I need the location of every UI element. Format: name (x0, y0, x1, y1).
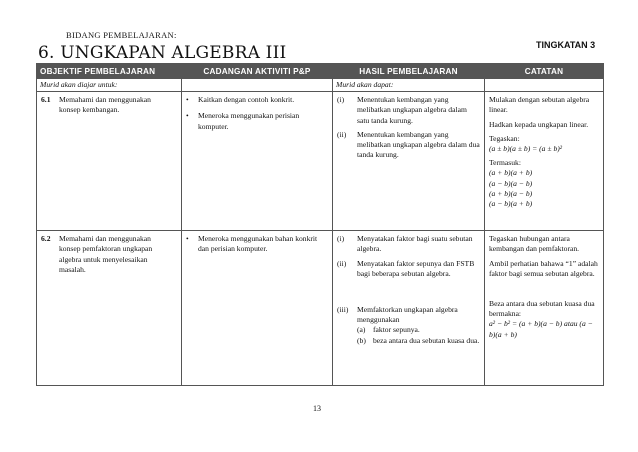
aktiviti-cell (182, 92, 333, 231)
note-text: Tegaskan: (489, 133, 520, 143)
list-item: (b) beza antara dua sebutan kuasa dua. (357, 335, 480, 345)
list-item: • Kaitkan dengan contoh konkrit. (186, 95, 295, 105)
note-text: Hadkan kepada ungkapan linear. (489, 119, 589, 129)
list-item: (i) Menyatakan faktor bagi suatu sebutan algebra. (337, 234, 473, 254)
list-item: • Meneroka menggunakan perisian komputer. (186, 111, 300, 131)
intro-objektif: Murid akan diajar untuk: (37, 79, 182, 92)
form-level-label: TINGKATAN 3 (536, 40, 596, 50)
list-item: (a) faktor sepunya. (357, 325, 420, 335)
formula: (a ± b)(a ± b) = (a ± b)² (489, 144, 563, 154)
bullet-icon: • (186, 234, 189, 244)
objective-number: 6.1 (41, 95, 51, 105)
formula: (a + b)(a − b) (489, 188, 533, 198)
list-item: (ii) Menyatakan faktor sepunya dan FSTB bagi beberapa sebutan algebra. (337, 258, 475, 278)
intro-row (37, 79, 604, 92)
column-header-catatan: CATATAN (485, 64, 604, 79)
note-text: Tegaskan hubungan antara kembangan dan pemfaktoran. (489, 234, 580, 254)
catatan-cell (485, 92, 604, 231)
syllabus-table (36, 63, 604, 386)
bullet-icon: • (186, 111, 189, 121)
objective-number: 6.2 (41, 234, 51, 244)
list-item: • Meneroka menggunakan bahan konkrit dan perisian komputer. (186, 234, 318, 254)
objective-text: Memahami dan menggunakan konsep kembangan. (59, 95, 151, 115)
objective-text: Memahami dan menggunakan konsep pemfaktoran ungkapan algebra untuk menyelesaikan masalah. (59, 234, 153, 274)
list-item: (iii) Memfaktorkan ungkapan algebra menggunakan (337, 305, 458, 325)
hasil-cell (333, 92, 485, 231)
note-text: Termasuk: (489, 158, 521, 168)
objektif-cell (37, 92, 182, 231)
aktiviti-cell (182, 231, 333, 386)
catatan-cell (485, 231, 604, 386)
bullet-icon: • (186, 95, 189, 105)
list-item: (i) Menentukan kembangan yang melibatkan ungkapan algebra dalam satu tanda kurung. (337, 95, 467, 125)
page-title: 6. UNGKAPAN ALGEBRA III (38, 43, 287, 63)
hasil-cell (333, 231, 485, 386)
sub-list (337, 325, 480, 345)
column-header-aktiviti: CADANGAN AKTIVITI P&P (182, 64, 333, 79)
formula: (a − b)(a + b) (489, 199, 533, 209)
list-item: (ii) Menentukan kembangan yang melibatkan ungkapan algebra dalam dua tanda kurung. (337, 129, 480, 160)
formula: (a + b)(a + b) (489, 168, 533, 178)
intro-aktiviti-empty (182, 79, 333, 92)
table-row (37, 92, 604, 231)
formula: (a − b)(a − b) (489, 178, 533, 188)
page-number: 13 (313, 404, 321, 413)
table-header-row (37, 64, 604, 79)
intro-catatan-empty (485, 79, 604, 92)
intro-hasil: Murid akan dapat: (333, 79, 485, 92)
column-header-hasil: HASIL PEMBELAJARAN (333, 64, 485, 79)
column-header-objektif: OBJEKTIF PEMBELAJARAN (37, 64, 182, 79)
formula: a² − b² = (a + b)(a − b) atau (a − b)(a + b) (489, 319, 593, 339)
note-text: Mulakan dengan sebutan algebra linear. (489, 95, 590, 115)
note-text: Ambil perhatian bahawa “1” adalah faktor bagi semua sebutan algebra. (489, 258, 598, 278)
learning-area-label: BIDANG PEMBELAJARAN: (66, 30, 177, 40)
table-row (37, 231, 604, 386)
objektif-cell (37, 231, 182, 386)
note-text: Beza antara dua sebutan kuasa dua bermakna: (489, 299, 595, 319)
